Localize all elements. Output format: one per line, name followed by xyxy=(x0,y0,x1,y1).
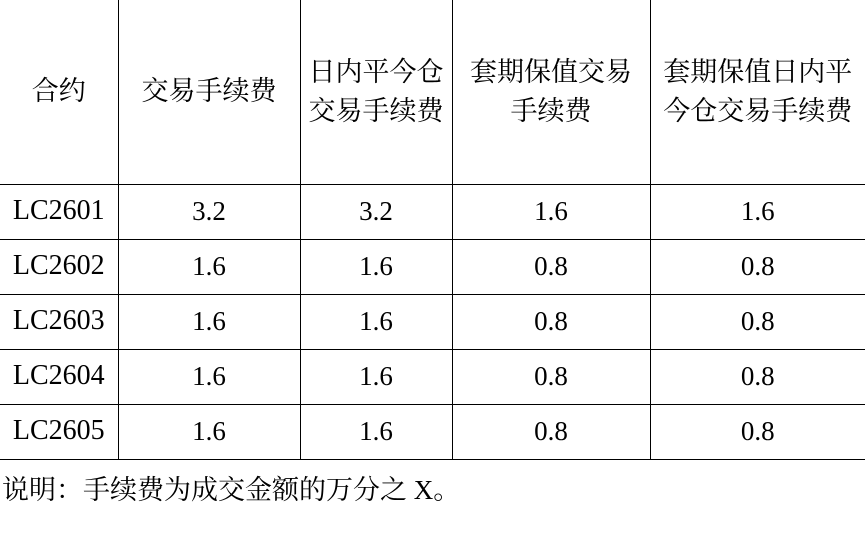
column-header-trading-fee: 交易手续费 xyxy=(118,0,300,184)
cell-intraday-close-fee: 1.6 xyxy=(300,349,452,404)
cell-intraday-close-fee: 1.6 xyxy=(300,294,452,349)
table-row xyxy=(0,404,865,459)
cell-hedge-fee: 0.8 xyxy=(452,239,650,294)
table-row xyxy=(0,184,865,239)
column-header-intraday-close-fee: 日内平今仓交易手续费 xyxy=(300,0,452,184)
table-header-row xyxy=(0,0,865,184)
cell-hedge-intraday-close-fee: 0.8 xyxy=(650,349,865,404)
cell-hedge-fee: 0.8 xyxy=(452,294,650,349)
cell-intraday-close-fee: 1.6 xyxy=(300,239,452,294)
cell-trading-fee: 3.2 xyxy=(118,184,300,239)
cell-contract: LC2605 xyxy=(0,404,118,459)
table-row xyxy=(0,239,865,294)
cell-contract: LC2602 xyxy=(0,239,118,294)
cell-intraday-close-fee: 1.6 xyxy=(300,404,452,459)
cell-hedge-intraday-close-fee: 0.8 xyxy=(650,294,865,349)
table-header xyxy=(0,0,865,184)
cell-trading-fee: 1.6 xyxy=(118,294,300,349)
cell-contract: LC2603 xyxy=(0,294,118,349)
cell-hedge-fee: 0.8 xyxy=(452,349,650,404)
cell-hedge-intraday-close-fee: 0.8 xyxy=(650,404,865,459)
table-note: 说明：手续费为成交金额的万分之 X。 xyxy=(2,474,461,505)
column-header-hedge-intraday-close-fee: 套期保值日内平今仓交易手续费 xyxy=(650,0,865,184)
column-header-hedge-fee: 套期保值交易手续费 xyxy=(452,0,650,184)
cell-hedge-fee: 0.8 xyxy=(452,404,650,459)
cell-contract: LC2604 xyxy=(0,349,118,404)
column-header-contract: 合约 xyxy=(0,0,118,184)
table-body xyxy=(0,184,865,459)
cell-intraday-close-fee: 3.2 xyxy=(300,184,452,239)
cell-trading-fee: 1.6 xyxy=(118,239,300,294)
cell-hedge-intraday-close-fee: 1.6 xyxy=(650,184,865,239)
cell-hedge-fee: 1.6 xyxy=(452,184,650,239)
cell-trading-fee: 1.6 xyxy=(118,404,300,459)
table-row xyxy=(0,294,865,349)
cell-trading-fee: 1.6 xyxy=(118,349,300,404)
cell-hedge-intraday-close-fee: 0.8 xyxy=(650,239,865,294)
table-row xyxy=(0,349,865,404)
cell-contract: LC2601 xyxy=(0,184,118,239)
